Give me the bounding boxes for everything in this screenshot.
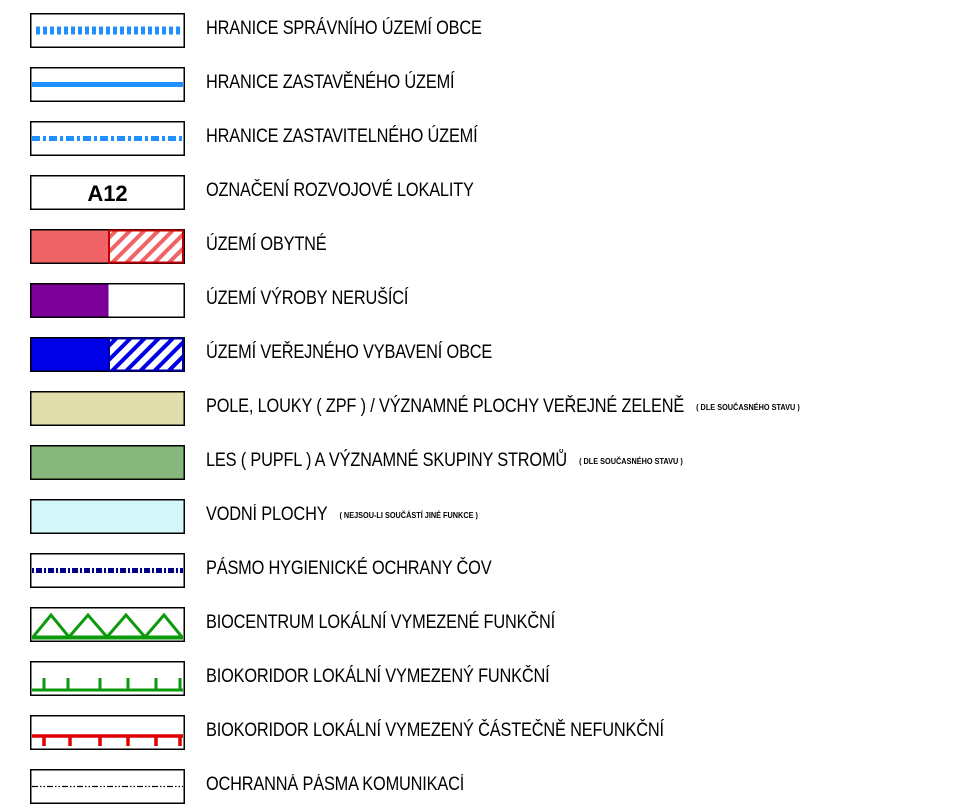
residential-symbol (30, 229, 185, 264)
solid-fill-icon (30, 391, 185, 426)
legend-item-civic (0, 324, 973, 378)
dotted-line-icon (30, 13, 185, 48)
corridor-partial-symbol (30, 715, 185, 750)
legend-label: ÚZEMÍ OBYTNÉ (206, 234, 327, 255)
fields-symbol (30, 391, 185, 426)
hatched-fill-icon (30, 337, 185, 372)
legend-label: LES ( PUPFL ) A VÝZNAMNÉ SKUPINY STROMŮ ( DLE SOUČASNÉHO STAVU ) (206, 450, 683, 472)
legend-label: VODNÍ PLOCHY ( NEJSOU-LI SOUČÁSTÍ JINÉ FUNKCE ) (206, 504, 478, 526)
production-symbol (30, 283, 185, 318)
admin-boundary-symbol (30, 13, 185, 48)
legend-item-hygiene-zone (0, 540, 973, 594)
legend-item-corridor-functional (0, 648, 973, 702)
legend-label: BIOKORIDOR LOKÁLNÍ VYMEZENÝ ČÁSTEČNĚ NEFUNKČNÍ (206, 720, 664, 741)
locality-code-text: A12 (87, 181, 128, 206)
dash-dot-line-icon (30, 121, 185, 156)
forest-symbol (30, 445, 185, 480)
hygiene-zone-symbol (30, 553, 185, 588)
legend-label: ÚZEMÍ VÝROBY NERUŠÍCÍ (206, 288, 409, 309)
legend-item-road-protection (0, 756, 973, 810)
built-boundary-symbol (30, 67, 185, 102)
buildable-boundary-symbol (30, 121, 185, 156)
legend-label: OCHRANNÁ PÁSMA KOMUNIKACÍ (206, 774, 465, 795)
solid-line-icon (30, 67, 185, 102)
legend-label: POLE, LOUKY ( ZPF ) / VÝZNAMNÉ PLOCHY VEŘEJNÉ ZELENĚ ( DLE SOUČASNÉHO STAVU ) (206, 396, 800, 418)
legend-label: HRANICE SPRÁVNÍHO ÚZEMÍ OBCE (206, 18, 482, 39)
civic-symbol (30, 337, 185, 372)
legend-item-fields (0, 378, 973, 432)
half-fill-icon (30, 283, 185, 318)
legend-note: ( NEJSOU-LI SOUČÁSTÍ JINÉ FUNKCE ) (339, 510, 478, 520)
dash-dot-line-icon (30, 553, 185, 588)
legend-item-water (0, 486, 973, 540)
legend-item-residential (0, 216, 973, 270)
legend-note: ( DLE SOUČASNÉHO STAVU ) (696, 402, 800, 412)
biocentre-symbol (30, 607, 185, 642)
legend-label: OZNAČENÍ ROZVOJOVÉ LOKALITY (206, 180, 474, 201)
ticks-line-icon (30, 661, 185, 696)
text-box-icon (30, 175, 185, 210)
legend-item-forest (0, 432, 973, 486)
legend-item-locality-code (0, 162, 973, 216)
legend-label: PÁSMO HYGIENICKÉ OCHRANY ČOV (206, 558, 492, 579)
locality-code-symbol (30, 175, 185, 210)
legend-label: BIOKORIDOR LOKÁLNÍ VYMEZENÝ FUNKČNÍ (206, 666, 550, 687)
zigzag-icon (30, 607, 185, 642)
legend-item-built-boundary (0, 54, 973, 108)
legend-label: ÚZEMÍ VEŘEJNÉHO VYBAVENÍ OBCE (206, 342, 493, 363)
dash-dot-thin-line-icon (30, 769, 185, 804)
legend-label: HRANICE ZASTAVITELNÉHO ÚZEMÍ (206, 126, 478, 147)
water-symbol (30, 499, 185, 534)
corridor-functional-symbol (30, 661, 185, 696)
legend-label: HRANICE ZASTAVĚNÉHO ÚZEMÍ (206, 72, 455, 93)
solid-fill-icon (30, 499, 185, 534)
legend-item-buildable-boundary (0, 108, 973, 162)
legend-item-biocentre (0, 594, 973, 648)
solid-fill-icon (30, 445, 185, 480)
ticks-line-icon (30, 715, 185, 750)
legend-item-admin-boundary (0, 0, 973, 54)
road-protection-symbol (30, 769, 185, 804)
legend-label: BIOCENTRUM LOKÁLNÍ VYMEZENÉ FUNKČNÍ (206, 612, 555, 633)
legend-note: ( DLE SOUČASNÉHO STAVU ) (579, 456, 683, 466)
hatched-fill-icon (30, 229, 185, 264)
legend-item-corridor-partial (0, 702, 973, 756)
legend-item-production (0, 270, 973, 324)
